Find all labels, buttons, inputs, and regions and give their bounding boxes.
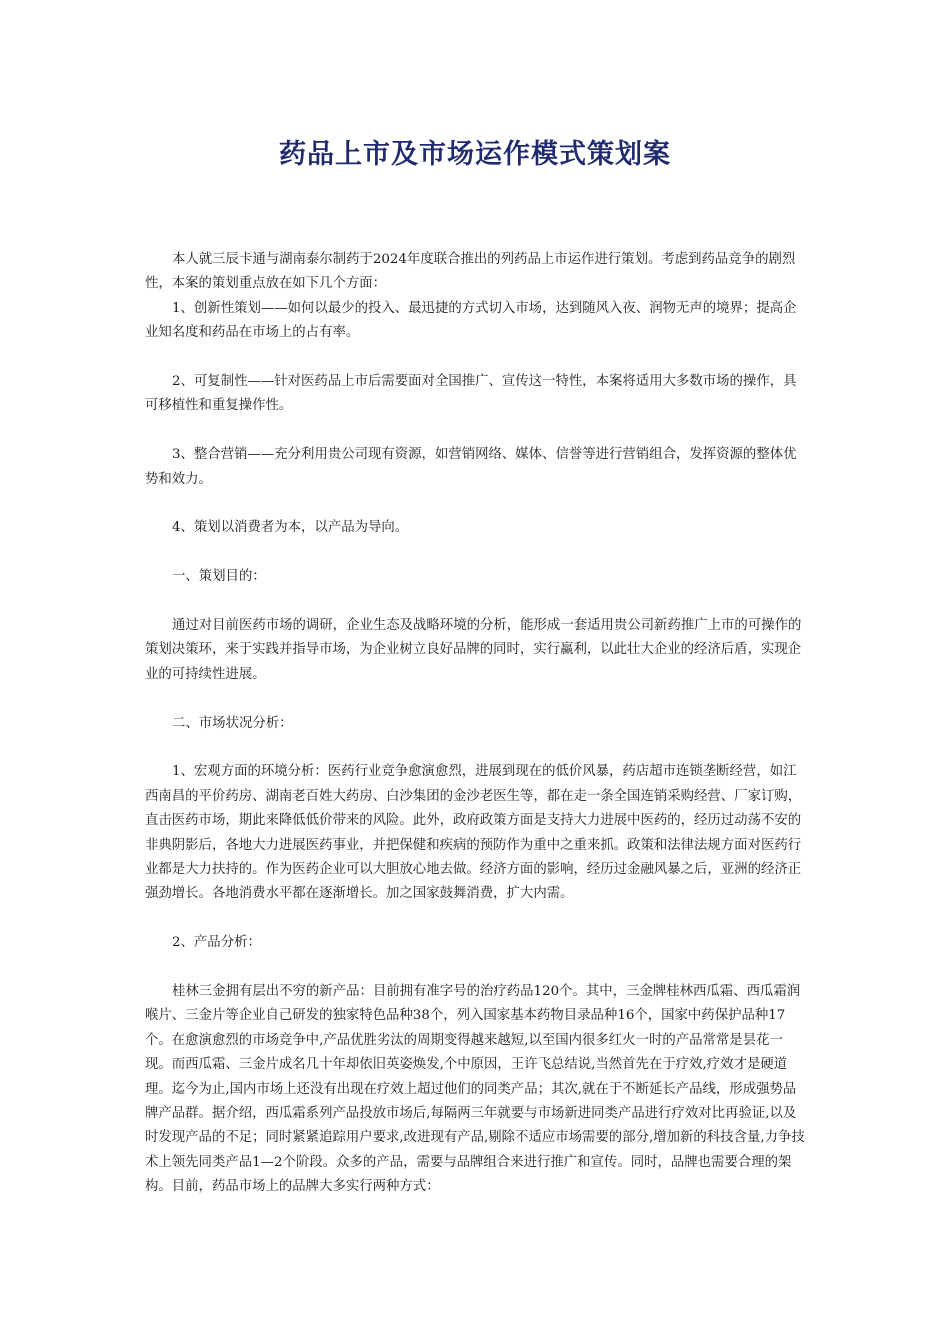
document-body — [145, 248, 807, 1200]
intro-paragraph: 本人就三辰卡通与湖南泰尔制药于2024年度联合推出的列药品上市运作进行策划。考虑到药品竞争的剧烈性，本案的策划重点放在如下几个方面： — [145, 252, 796, 292]
point-2-paragraph: 2、可复制性——针对医药品上市后需要面对全国推广、宣传这一特性，本案将适用大多数市场的操作，具可移植性和重复操作性。 — [145, 374, 797, 414]
point-4-paragraph: 4、策划以消费者为本，以产品为导向。 — [172, 520, 409, 536]
macro-environment-paragraph: 1、宏观方面的环境分析：医药行业竞争愈演愈烈，进展到现在的低价风暴，药店超市连锁垄断经营，如江西南昌的平价药房、湖南老百姓大药房、白沙集团的金沙老医生等，都在走一条全国连销采购经营、厂家订购，直击医药市场，期此来降低低价带来的风险。此外，政府政策方面是支持大力进展中医药的，经历过动荡不安的非典阴影后，各地大力进展医药事业，并把保健和疾病的预防作为重中之重来抓。政策和法律法规方面对医药行业都是大力扶持的。作为医药企业可以大胆放心地去做。经济方面的影响，经历过金融风暴之后，亚洲的经济正强劲增长。各地消费水平都在逐渐增长。加之国家鼓舞消费，扩大内需。 — [145, 764, 802, 902]
purpose-paragraph: 通过对目前医药市场的调研，企业生态及战略环境的分析，能形成一套适用贵公司新药推广上市的可操作的策划决策环，来于实践并指导市场，为企业树立良好品牌的同时，实行赢利，以此壮大企业的经济后盾，实现企业的可持续性进展。 — [145, 618, 802, 682]
subheading-product-analysis: 2、产品分析： — [172, 935, 261, 951]
document-title: 药品上市及市场运作模式策划案 — [279, 139, 671, 170]
product-analysis-paragraph: 桂林三金拥有层出不穷的新产品：目前拥有准字号的治疗药品120个。其中，三金牌桂林西瓜霜、西瓜霜润喉片、三金片等企业自己研发的独家特色品种38个，列入国家基本药物目录品种16个，国家中药保护品种17个。在愈演愈烈的市场竞争中,产品优胜劣汰的周期变得越来越短,以至国内很多红火一时的产品常常是昙花一现。而西瓜霜、三金片成名几十年却依旧英姿焕发,个中原因，王许飞总结说,当然首先在于疗效,疗效才是硬道理。迄今为止,国内市场上还没有出现在疗效上超过他们的同类产品；其次,就在于不断延长产品线，形成强势品牌产品群。据介绍，西瓜霜系列产品投放市场后,每隔两三年就要与市场新进同类产品进行疗效对比再验证,以及时发现产品的不足；同时紧紧追踪用户要求,改进现有产品,剔除不适应市场需要的部分,增加新的科技含量,力争技术上领先同类产品1—2个阶段。众多的产品，需要与品牌组合来进行推广和宣传。同时，品牌也需要合理的架构。目前，药品市场上的品牌大多实行两种方式： — [145, 984, 805, 1195]
point-1-paragraph: 1、创新性策划——如何以最少的投入、最迅捷的方式切入市场，达到随风入夜、润物无声的境界；提高企业知名度和药品在市场上的占有率。 — [145, 300, 797, 341]
point-3-paragraph: 3、整合营销——充分利用贵公司现有资源，如营销网络、媒体、信誉等进行营销组合，发挥资源的整体优势和效力。 — [145, 447, 797, 487]
section-heading-market-analysis: 二、市场状况分析： — [172, 715, 293, 731]
section-heading-purpose: 一、策划目的： — [172, 569, 266, 585]
